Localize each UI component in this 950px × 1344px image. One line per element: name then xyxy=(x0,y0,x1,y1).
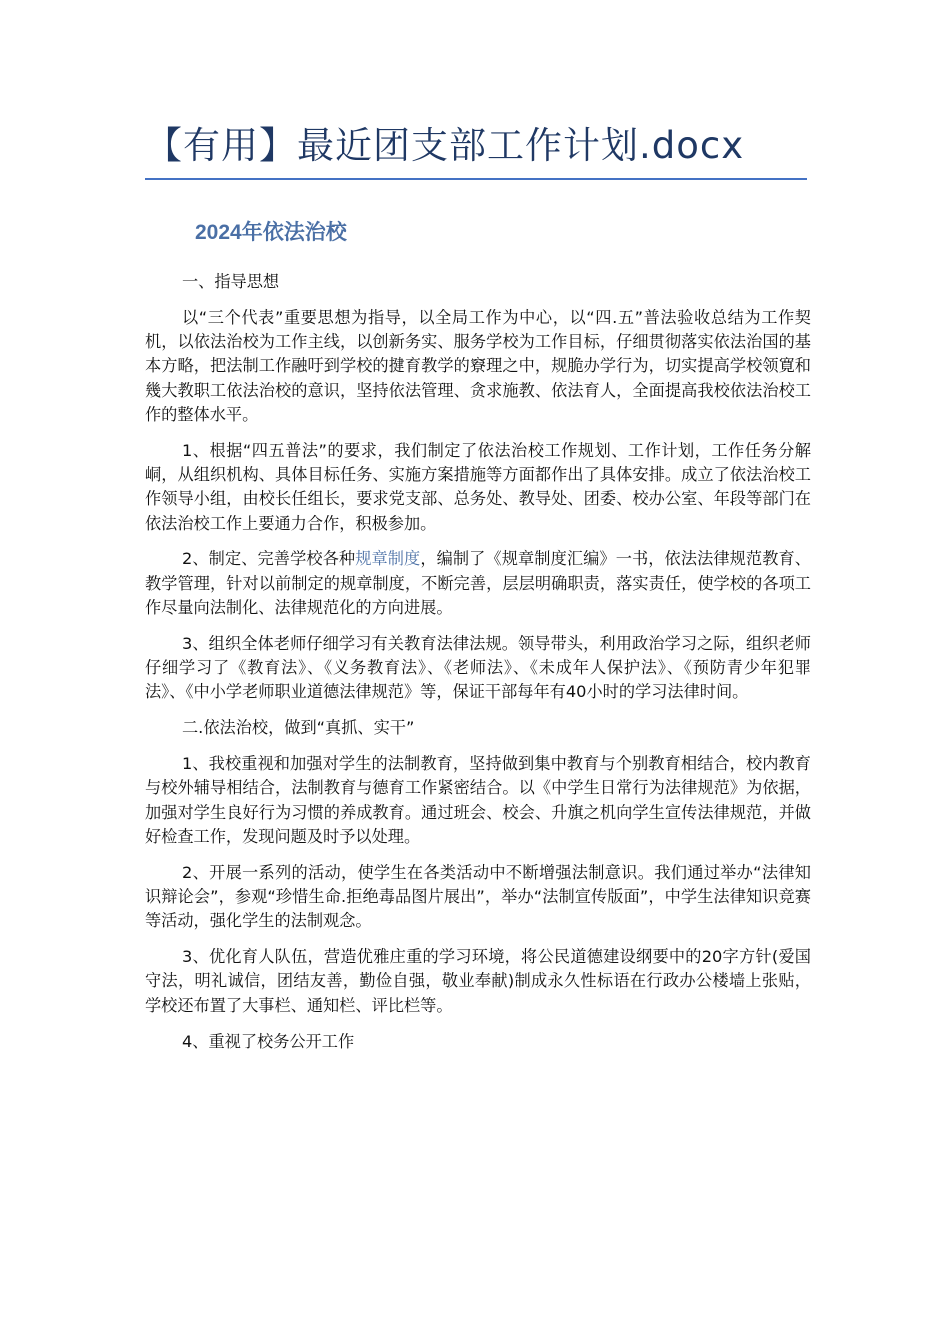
rules-system-link[interactable]: 规章制度 xyxy=(355,549,421,569)
heading-guiding-ideology: 一、指导思想 xyxy=(182,272,280,291)
paragraph-item-2-rest: ，编制了《规章制度汇编》一书，依法法律规范教育、教学管理，针对以前制定的规章制度，不断完善，层层明确职责，落实责任，使学校的各项工作尽量向法制化、法律规范化的方向进展。 xyxy=(145,549,811,618)
paragraph-item-2-lead: 2、制定、完善学校各种 xyxy=(182,549,356,569)
section-title: 2024年依法治校 xyxy=(195,221,347,244)
paragraph-law-item-2: 2、开展一系列的活动，使学生在各类活动中不断增强法制意识。我们通过举办“法律知识辩论会”，参观“珍惜生命.拒绝毒品图片展出”，举办“法制宣传版面”，中学生法律知识竞赛等活动，强化学生的法制观念。 xyxy=(145,862,811,931)
heading-rule-of-law: 二.依法治校，做到“真抓、实干” xyxy=(182,718,415,738)
paragraph-item-1: 1、根据“四五普法”的要求，我们制定了依法治校工作规划、工作计划，工作任务分解峒，从组织机构、具体目标任务、实施方案措施等方面都作出了具体安排。成立了依法治校工作领导小组，由校长任组长，要求党支部、总务处、教导处、团委、校办公室、年段等部门在依法治校工作上要通力合作，积极参加。 xyxy=(145,440,811,533)
paragraph-guiding-ideology: 以“三个代表”重要思想为指导，以全局工作为中心，以“四.五”普法验收总结为工作契机，以依法治校为工作主线，以创新务实、服务学校为工作目标，仔细贯彻落实依法治国的基本方略，把法制工作融吁到学校的揵育教学的竂理之中，规脆办学行为，切实提高学校领寛和幾大教职工依法治校的意识，坚持依法管理、贪求施教、依法育人，全面提高我校依法治校工作的整体水平。 xyxy=(145,307,811,424)
paragraph-law-item-3: 3、优化育人队伍，营造优雅庄重的学习环境，将公民道德建设纲要中的20字方针(爱国守法，明礼诚信，团结友善，勤俭自强，敬业奉献)制成永久性标语在行政办公楼墙上张贴，学校还布置了大事栏、通知栏、评比栏等。 xyxy=(145,947,811,1015)
paragraph-law-item-4: 4、重视了校务公开工作 xyxy=(182,1031,355,1051)
title-divider xyxy=(145,178,807,180)
paragraph-item-3: 3、组织全体老师仔细学习有关教育法律法规。领导带头，利用政治学习之际，组织老师仔细学习了《教育法》、《义务教育法》、《老师法》、《未成年人保护法》、《预防青少年犯罪法》、《中小学老师职业道德法律规范》等，保证干部每年有40小时的学习法律时间。 xyxy=(145,633,811,702)
paragraph-item-2 xyxy=(145,547,811,620)
paragraph-law-item-1: 1、我校重视和加强对学生的法制教育，坚持做到集中教育与个别教育相结合，校内教育与校外辅导相结合，法制教育与德育工作紧密结合。以《中学生日常行为法律规范》为依据，加强对学生良好行为习惯的养成教育。通过班会、校会、升旗之机向学生宣传法律规范，并做好检查工作，发现问题及时予以处理。 xyxy=(145,754,811,846)
document-title: 【有用】最近团支部工作计划.docx xyxy=(145,124,745,167)
document-body xyxy=(145,270,811,1054)
